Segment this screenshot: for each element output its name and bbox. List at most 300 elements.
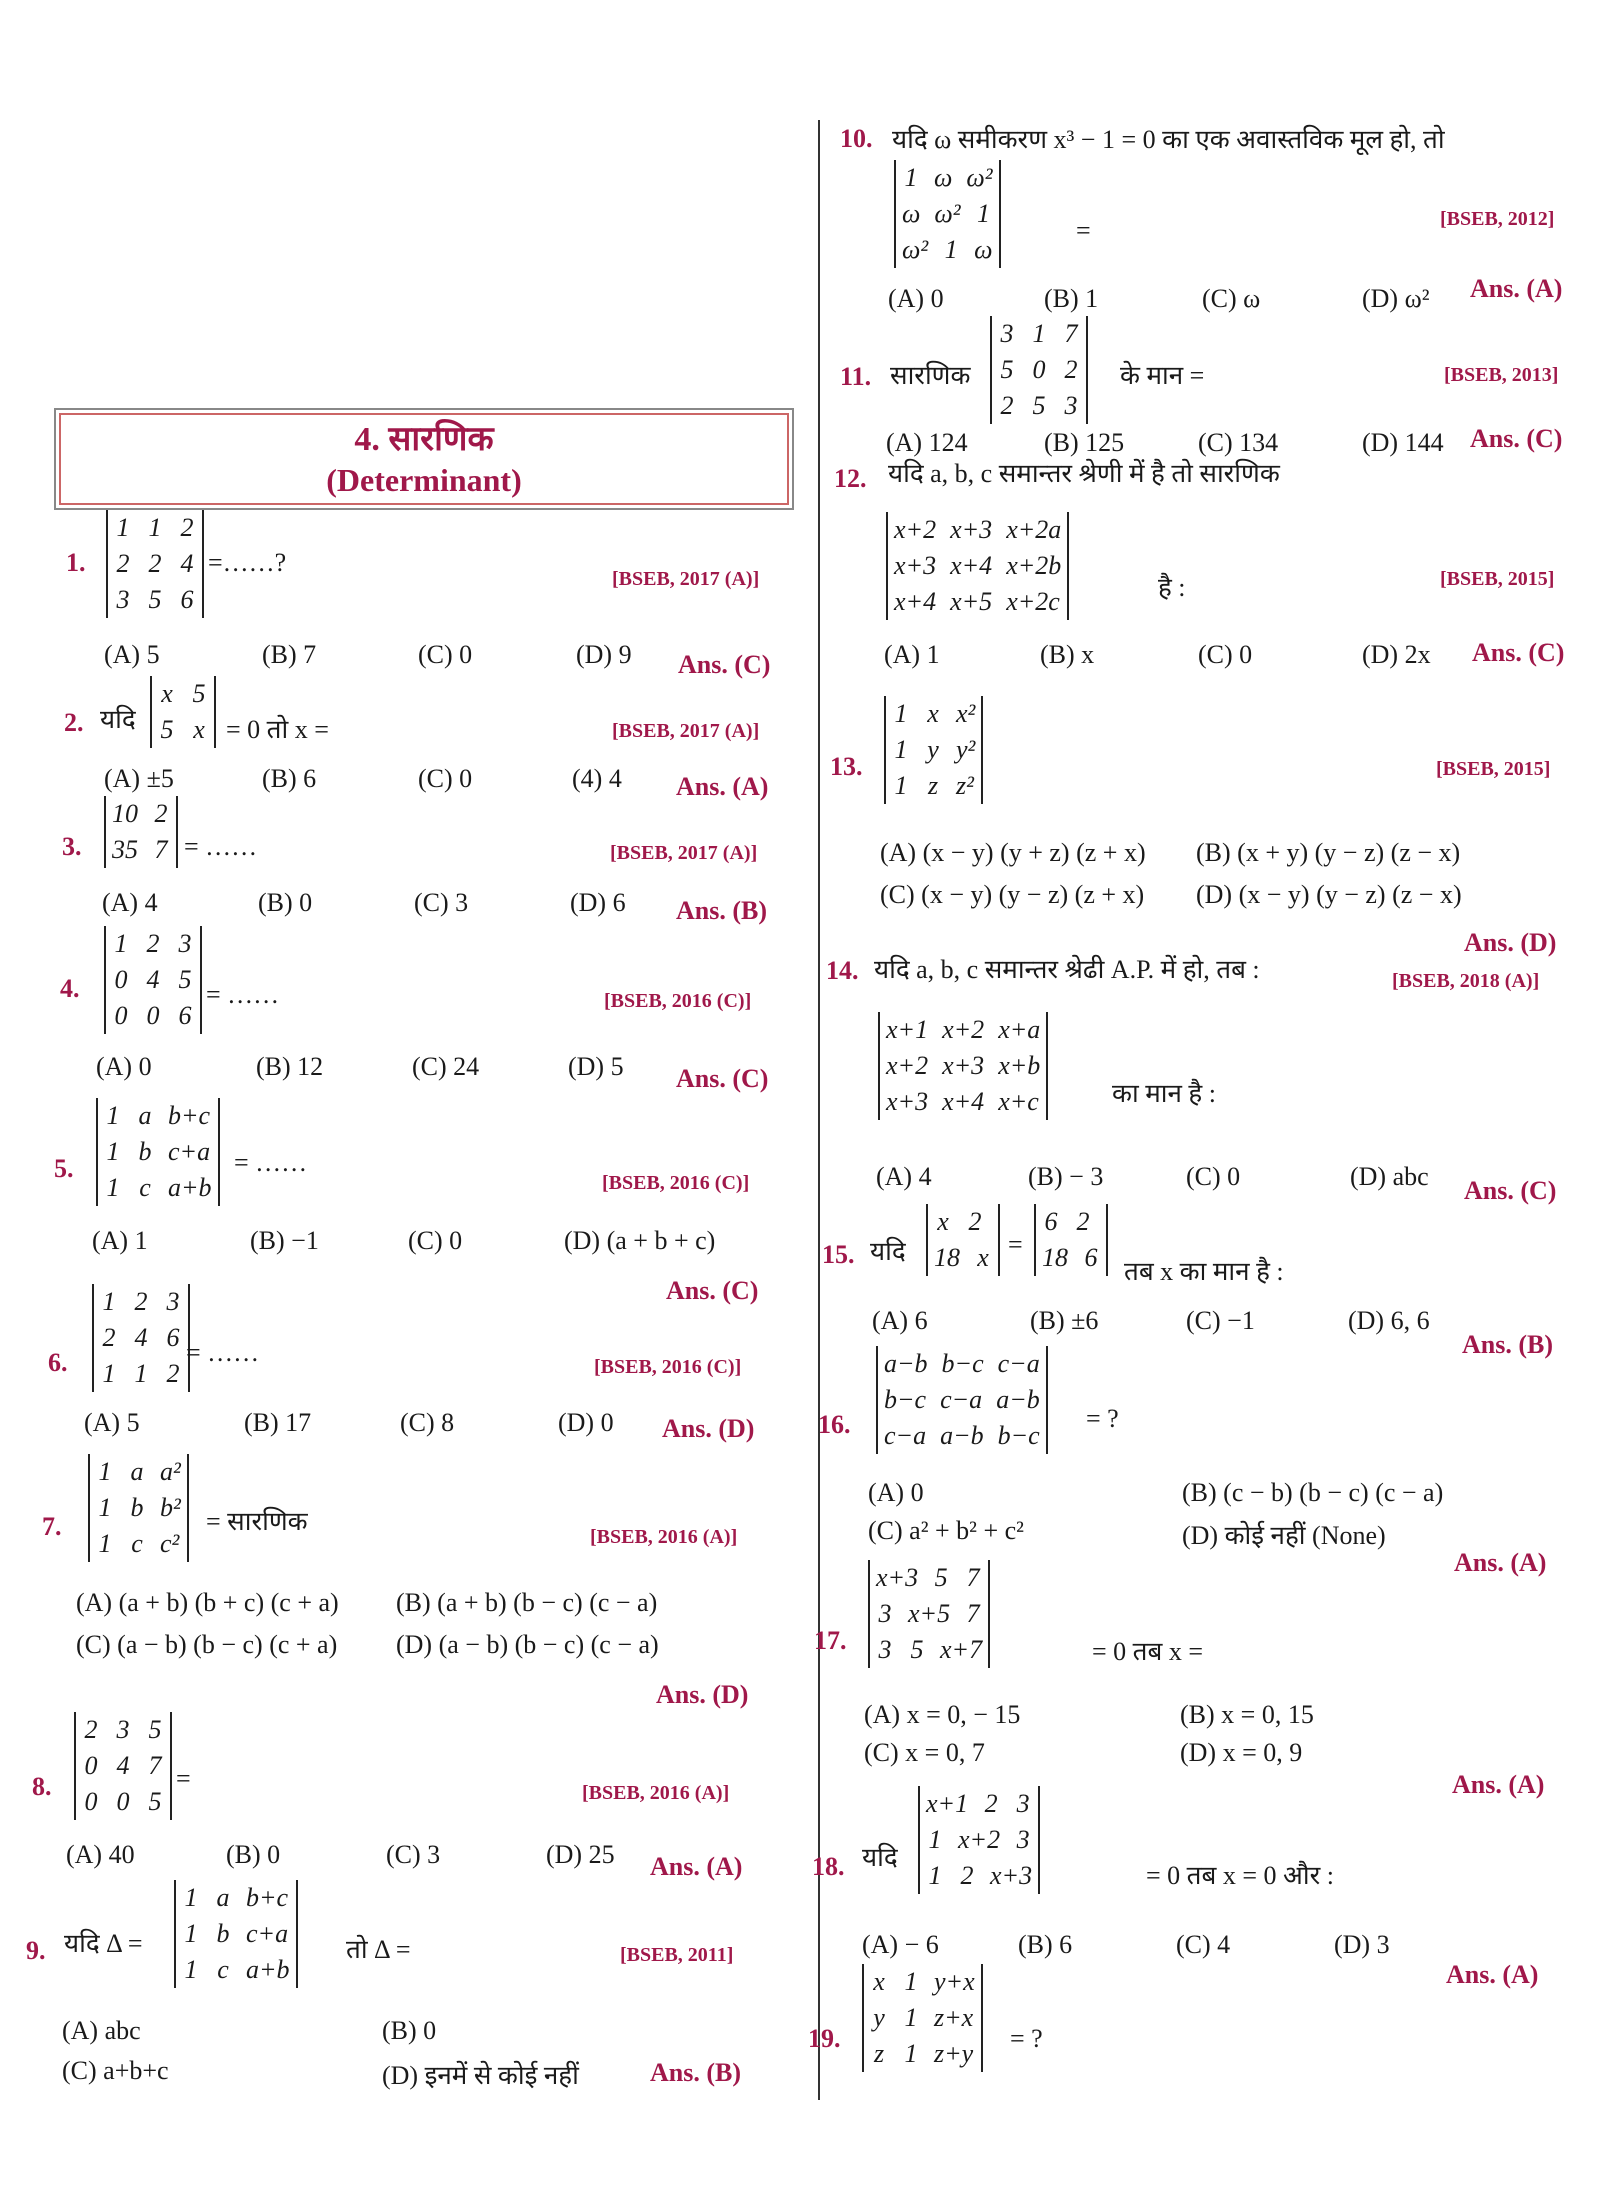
- option: (D) abc: [1350, 1162, 1429, 1191]
- option: (D) ω²: [1362, 284, 1430, 313]
- question-number: 16.: [818, 1410, 851, 1439]
- determinant-entry: 2: [84, 1715, 98, 1744]
- determinant-entry: x: [161, 679, 173, 708]
- determinant-right: [1034, 1204, 1108, 1276]
- determinant-entry: 6: [178, 1001, 192, 1030]
- determinant-row: [902, 160, 993, 196]
- exam-source: [BSEB, 2013]: [1444, 364, 1559, 386]
- determinant-entry: 1: [102, 1287, 116, 1316]
- determinant-entry: 3: [878, 1599, 892, 1628]
- determinant-entry: 1: [106, 1173, 120, 1202]
- determinant-entry: 0: [84, 1751, 98, 1780]
- option: (C) 0: [1186, 1162, 1241, 1191]
- determinant-entry: x+3: [990, 1861, 1033, 1890]
- question-number: 7.: [42, 1512, 62, 1541]
- option: (A) 4: [876, 1162, 932, 1191]
- determinant-entry: 1: [904, 163, 918, 192]
- option: (C) a+b+c: [62, 2056, 169, 2085]
- determinant-row: [112, 926, 194, 962]
- determinant-row: [96, 1454, 181, 1490]
- determinant-row: [998, 316, 1080, 352]
- question-tail: = 0 तो x =: [226, 715, 329, 744]
- determinant-entry: 5: [148, 1715, 162, 1744]
- exam-source: [BSEB, 2017 (A)]: [610, 842, 758, 864]
- question-number: 2.: [64, 708, 84, 737]
- exam-source: [BSEB, 2012]: [1440, 208, 1555, 230]
- question-tail: =: [1076, 216, 1091, 245]
- determinant: [876, 1346, 1048, 1454]
- determinant-entry: 1: [184, 1955, 198, 1984]
- determinant-row: [82, 1784, 164, 1820]
- determinant-entry: x+5: [950, 587, 993, 616]
- question-tail: = ……: [234, 1148, 308, 1177]
- determinant-entry: 4: [116, 1751, 130, 1780]
- determinant-entry: b−c: [884, 1385, 927, 1414]
- exam-source: [BSEB, 2018 (A)]: [1392, 970, 1540, 992]
- answer-key: Ans. (A): [1446, 1960, 1539, 1989]
- determinant-entry: 2: [960, 1861, 974, 1890]
- option: (A) ±5: [104, 764, 174, 793]
- determinant-entry: 4: [134, 1323, 148, 1352]
- determinant-entry: 2: [166, 1359, 180, 1388]
- determinant-entry: c+a: [168, 1137, 211, 1166]
- determinant-row: [104, 1098, 212, 1134]
- exam-source: [BSEB, 2016 (A)]: [582, 1782, 730, 1804]
- chapter-heading: [54, 408, 794, 510]
- chapter-subtitle: (Determinant): [326, 462, 522, 498]
- determinant: [96, 1098, 220, 1206]
- determinant-entry: 2: [968, 1207, 982, 1236]
- determinant-entry: 1: [184, 1883, 198, 1912]
- determinant-entry: 1: [114, 929, 128, 958]
- determinant-entry: x+2a: [1006, 515, 1062, 544]
- determinant-row: [96, 1526, 181, 1562]
- determinant-entry: 3: [116, 1715, 130, 1744]
- determinant-entry: 5: [192, 679, 206, 708]
- determinant-entry: z+y: [934, 2039, 974, 2068]
- option: (D) 6: [570, 888, 626, 917]
- determinant-entry: 2: [146, 929, 160, 958]
- option: (B) 0: [258, 888, 313, 917]
- determinant-row: [1042, 1204, 1100, 1240]
- determinant-entry: 3: [1016, 1789, 1030, 1818]
- determinant-row: [886, 1012, 1040, 1048]
- determinant-row: [892, 696, 975, 732]
- determinant-entry: 6: [1044, 1207, 1058, 1236]
- option: (C) 3: [414, 888, 469, 917]
- determinant-entry: 4: [146, 965, 160, 994]
- determinant-row: [998, 388, 1080, 424]
- option: (A) 1: [92, 1226, 148, 1255]
- option: (D) 0: [558, 1408, 614, 1437]
- question-tail: है :: [1158, 573, 1186, 602]
- determinant-entry: z: [873, 2039, 885, 2068]
- determinant-row: [998, 352, 1080, 388]
- option: (C) 0: [408, 1226, 463, 1255]
- determinant-entry: x: [193, 715, 205, 744]
- determinant-entry: c: [131, 1529, 143, 1558]
- option: (B) 0: [226, 1840, 281, 1869]
- determinant-row: [870, 1964, 975, 2000]
- option: (C) 24: [412, 1052, 480, 1081]
- determinant-entry: 10: [112, 799, 138, 828]
- question-tail: =: [176, 1764, 191, 1793]
- determinant-row: [112, 962, 194, 998]
- question-tail: तब x का मान है :: [1124, 1257, 1284, 1286]
- determinant-entry: 5: [148, 585, 162, 614]
- determinant-entry: a−b: [996, 1385, 1040, 1414]
- determinant: [918, 1786, 1040, 1894]
- determinant-entry: x+3: [950, 515, 993, 544]
- determinant: [88, 1454, 189, 1562]
- question-text: यदि a, b, c समान्तर श्रेढी A.P. में हो, तब :: [874, 955, 1260, 984]
- determinant-entry: x+3: [894, 551, 937, 580]
- determinant-entry: a: [216, 1883, 230, 1912]
- option: (D) 5: [568, 1052, 624, 1081]
- determinant-entry: 2: [1064, 355, 1078, 384]
- option: (D) 9: [576, 640, 632, 669]
- option: (A) abc: [62, 2016, 141, 2045]
- option: (A) 0: [888, 284, 944, 313]
- option: (C) ω: [1202, 284, 1261, 313]
- question-tail: = ……: [184, 832, 258, 861]
- determinant-entry: 7: [1064, 319, 1078, 348]
- determinant-entry: 0: [1032, 355, 1046, 384]
- determinant-row: [902, 196, 993, 232]
- determinant-row: [876, 1632, 982, 1668]
- determinant-entry: 1: [904, 2039, 918, 2068]
- question-text: यदि ω समीकरण x³ − 1 = 0 का एक अवास्तविक मूल हो, तो: [892, 125, 1445, 154]
- question-prefix: यदि: [862, 1843, 898, 1872]
- determinant-entry: y: [873, 2003, 885, 2032]
- determinant: [862, 1964, 983, 2072]
- answer-key: Ans. (C): [1464, 1176, 1557, 1205]
- determinant-entry: c: [139, 1173, 151, 1202]
- determinant-row: [104, 1170, 212, 1206]
- question-tail: = सारणिक: [206, 1507, 308, 1536]
- determinant-entry: 5: [178, 965, 192, 994]
- determinant-entry: b: [216, 1919, 230, 1948]
- question-number: 15.: [822, 1240, 855, 1269]
- option: (C) 0: [1198, 640, 1253, 669]
- option: (B) x: [1040, 640, 1095, 669]
- determinant-entry: ω²: [902, 235, 929, 264]
- determinant-entry: 0: [114, 965, 128, 994]
- determinant-entry: 3: [1064, 391, 1078, 420]
- determinant-row: [870, 2036, 975, 2072]
- determinant-entry: x+2: [942, 1015, 985, 1044]
- determinant-entry: 1: [944, 235, 958, 264]
- question-tail: = ……: [186, 1338, 260, 1367]
- determinant-entry: 2: [1000, 391, 1014, 420]
- determinant-entry: 2: [1076, 1207, 1090, 1236]
- question-number: 11.: [840, 362, 872, 391]
- determinant: [926, 1204, 1000, 1276]
- option: (B) (a + b) (b − c) (c − a): [396, 1588, 658, 1617]
- determinant-entry: x+5: [908, 1599, 951, 1628]
- determinant-entry: x+c: [998, 1087, 1039, 1116]
- determinant: [886, 512, 1069, 620]
- determinant-entry: b+c: [168, 1101, 211, 1130]
- option: (C) (a − b) (b − c) (c + a): [76, 1630, 338, 1659]
- exam-source: [BSEB, 2015]: [1436, 758, 1551, 780]
- determinant-entry: 3: [878, 1635, 892, 1664]
- determinant-entry: b−c: [997, 1421, 1040, 1450]
- option: (4) 4: [572, 764, 622, 793]
- question-prefix: यदि Δ =: [64, 1929, 143, 1958]
- option: (D) कोई नहीं (None): [1182, 1521, 1386, 1550]
- option: (B) x = 0, 15: [1180, 1700, 1314, 1729]
- determinant-entry: 5: [934, 1563, 948, 1592]
- option: (A) 5: [104, 640, 160, 669]
- option: (B) 6: [262, 764, 317, 793]
- determinant-row: [82, 1712, 164, 1748]
- determinant-entry: a: [138, 1101, 152, 1130]
- option: (A) 124: [886, 428, 968, 457]
- determinant-entry: 1: [928, 1825, 942, 1854]
- determinant-entry: 18: [934, 1243, 960, 1272]
- determinant-entry: x+4: [950, 551, 993, 580]
- option: (C) 0: [418, 640, 473, 669]
- determinant-entry: c²: [160, 1529, 180, 1558]
- determinant-entry: 5: [910, 1635, 924, 1664]
- determinant-entry: x+4: [894, 587, 937, 616]
- determinant-row: [894, 548, 1061, 584]
- determinant: [150, 676, 216, 748]
- determinant: [894, 160, 1001, 268]
- exam-source: [BSEB, 2011]: [620, 1944, 734, 1966]
- determinant-row: [114, 582, 196, 618]
- determinant-entry: ω²: [966, 163, 993, 192]
- question-number: 17.: [814, 1626, 847, 1655]
- determinant: [74, 1712, 172, 1820]
- answer-key: Ans. (D): [1464, 928, 1557, 957]
- option: (B) 17: [244, 1408, 312, 1437]
- determinant-entry: x+1: [926, 1789, 969, 1818]
- determinant-entry: z+x: [934, 2003, 974, 2032]
- determinant-entry: 1: [106, 1101, 120, 1130]
- option: (D) (a + b + c): [564, 1226, 716, 1255]
- option: (C) 0: [418, 764, 473, 793]
- determinant-entry: 2: [134, 1287, 148, 1316]
- option: (D) 25: [546, 1840, 615, 1869]
- determinant-entry: 1: [894, 699, 908, 728]
- determinant-entry: c−a: [884, 1421, 927, 1450]
- determinant-row: [892, 732, 975, 768]
- question-tail: = 0 तब x =: [1092, 1637, 1203, 1666]
- determinant-entry: 3: [166, 1287, 180, 1316]
- determinant-row: [902, 232, 993, 268]
- determinant-entry: 0: [114, 1001, 128, 1030]
- option: (B) 12: [256, 1052, 324, 1081]
- determinant-entry: 6: [180, 585, 194, 614]
- exam-source: [BSEB, 2016 (C)]: [594, 1356, 742, 1378]
- determinant-row: [926, 1822, 1032, 1858]
- determinant-entry: a+b: [168, 1173, 212, 1202]
- option: (B) −1: [250, 1226, 319, 1255]
- determinant-entry: x+3: [876, 1563, 919, 1592]
- determinant-entry: x+3: [886, 1087, 929, 1116]
- option: (B) ±6: [1030, 1306, 1099, 1335]
- determinant-entry: x: [977, 1243, 989, 1272]
- answer-key: Ans. (A): [1454, 1548, 1547, 1577]
- determinant: [92, 1284, 190, 1392]
- question-tail: के मान =: [1120, 361, 1205, 390]
- determinant-entry: 7: [966, 1599, 980, 1628]
- determinant-entry: 1: [102, 1359, 116, 1388]
- option: (A) 0: [96, 1052, 152, 1081]
- option: (B) (c − b) (b − c) (c − a): [1182, 1478, 1444, 1507]
- determinant: [878, 1012, 1048, 1120]
- determinant-entry: 1: [184, 1919, 198, 1948]
- question-tail: = ?: [1010, 2024, 1043, 2053]
- determinant-row: [100, 1284, 182, 1320]
- answer-key: Ans. (B): [1462, 1330, 1554, 1359]
- option: (A) 6: [872, 1306, 928, 1335]
- determinant-entry: 2: [148, 549, 162, 578]
- answer-key: Ans. (A): [1452, 1770, 1545, 1799]
- determinant-entry: 5: [160, 715, 174, 744]
- determinant-entry: 35: [112, 835, 138, 864]
- determinant-entry: 3: [1000, 319, 1014, 348]
- determinant-entry: x+2c: [1006, 587, 1060, 616]
- option: (D) (x − y) (y − z) (z − x): [1196, 880, 1462, 909]
- exam-source: [BSEB, 2016 (C)]: [604, 990, 752, 1012]
- determinant-entry: 3: [116, 585, 130, 614]
- question-tail: का मान है :: [1112, 1079, 1216, 1108]
- option: (C) a² + b² + c²: [868, 1516, 1024, 1545]
- determinant-entry: x+2: [958, 1825, 1001, 1854]
- exam-source: [BSEB, 2016 (C)]: [602, 1172, 750, 1194]
- answer-key: Ans. (B): [650, 2058, 742, 2087]
- determinant-entry: 1: [904, 2003, 918, 2032]
- option: (D) (a − b) (b − c) (c − a): [396, 1630, 659, 1659]
- option: (B) 125: [1044, 428, 1125, 457]
- question-number: 4.: [60, 974, 80, 1003]
- determinant-entry: 5: [1032, 391, 1046, 420]
- question-tail: = ?: [1086, 1404, 1119, 1433]
- determinant-entry: 1: [98, 1457, 112, 1486]
- option: (C) x = 0, 7: [864, 1738, 985, 1767]
- option: (D) 2x: [1362, 640, 1431, 669]
- question-tail: = 0 तब x = 0 और :: [1146, 1861, 1334, 1890]
- determinant-row: [114, 546, 196, 582]
- determinant-entry: 18: [1042, 1243, 1068, 1272]
- determinant-entry: 5: [1000, 355, 1014, 384]
- determinant: [104, 926, 202, 1034]
- exam-source: [BSEB, 2016 (A)]: [590, 1526, 738, 1548]
- determinant-entry: y: [927, 735, 939, 764]
- determinant-entry: a: [130, 1457, 144, 1486]
- determinant-entry: x: [937, 1207, 949, 1236]
- determinant-row: [894, 584, 1061, 620]
- option: (A) 1: [884, 640, 940, 669]
- determinant-entry: 1: [106, 1137, 120, 1166]
- determinant-row: [884, 1382, 1040, 1418]
- question-number: 8.: [32, 1772, 52, 1801]
- determinant-entry: 6: [166, 1323, 180, 1352]
- determinant-row: [96, 1490, 181, 1526]
- determinant-row: [934, 1204, 992, 1240]
- determinant-entry: 7: [148, 1751, 162, 1780]
- determinant-entry: 1: [98, 1529, 112, 1558]
- question-number: 9.: [26, 1936, 46, 1965]
- determinant-entry: c+a: [246, 1919, 289, 1948]
- option: (C) (x − y) (y − z) (z + x): [880, 880, 1145, 909]
- determinant-entry: x+3: [942, 1051, 985, 1080]
- determinant: [868, 1560, 990, 1668]
- determinant-entry: 6: [1084, 1243, 1098, 1272]
- determinant-row: [1042, 1240, 1100, 1276]
- determinant-entry: b+c: [246, 1883, 289, 1912]
- determinant-entry: c−a: [940, 1385, 983, 1414]
- determinant: [884, 696, 983, 804]
- question-number: 1.: [66, 548, 86, 577]
- determinant-entry: 4: [180, 549, 194, 578]
- option: (A) − 6: [862, 1930, 939, 1959]
- determinant: [990, 316, 1088, 424]
- option: (C) 3: [386, 1840, 441, 1869]
- question-number: 5.: [54, 1154, 74, 1183]
- question-text: यदि a, b, c समान्तर श्रेणी में है तो सारणिक: [888, 459, 1280, 488]
- option: (A) 0: [868, 1478, 924, 1507]
- determinant-entry: 1: [98, 1493, 112, 1522]
- determinant-row: [82, 1748, 164, 1784]
- question-tail: = ……: [206, 980, 280, 1009]
- question-number: 10.: [840, 124, 873, 153]
- determinant-entry: x+a: [998, 1015, 1041, 1044]
- option: (A) 40: [66, 1840, 135, 1869]
- determinant-entry: ω: [974, 235, 993, 264]
- option: (B) 1: [1044, 284, 1099, 313]
- determinant-row: [112, 796, 170, 832]
- option: (B) − 3: [1028, 1162, 1104, 1191]
- determinant-entry: 2: [102, 1323, 116, 1352]
- question-number: 3.: [62, 832, 82, 861]
- question-prefix: यदि: [870, 1237, 906, 1266]
- determinant-entry: 3: [1016, 1825, 1030, 1854]
- determinant-row: [182, 1952, 290, 1988]
- question-prefix: सारणिक: [890, 361, 971, 390]
- determinant-entry: x+2: [894, 515, 937, 544]
- determinant-entry: 1: [977, 199, 991, 228]
- question-number: 14.: [826, 956, 859, 985]
- question-number: 19.: [808, 2024, 841, 2053]
- determinant-row: [934, 1240, 992, 1276]
- option: (A) 4: [102, 888, 158, 917]
- determinant-row: [158, 676, 208, 712]
- determinant-row: [100, 1356, 182, 1392]
- determinant: [104, 796, 178, 868]
- determinant-entry: 5: [148, 1787, 162, 1816]
- option: (C) −1: [1186, 1306, 1255, 1335]
- question-number: 12.: [834, 464, 867, 493]
- determinant-entry: x: [927, 699, 939, 728]
- determinant-entry: c: [217, 1955, 229, 1984]
- answer-key: Ans. (D): [662, 1414, 755, 1443]
- option: (C) 134: [1198, 428, 1279, 457]
- determinant-row: [182, 1916, 290, 1952]
- determinant-entry: 2: [180, 513, 194, 542]
- determinant-entry: 0: [116, 1787, 130, 1816]
- determinant-entry: b²: [160, 1493, 181, 1522]
- determinant-row: [886, 1048, 1040, 1084]
- determinant-entry: z²: [956, 771, 974, 800]
- determinant-entry: 1: [928, 1861, 942, 1890]
- determinant-entry: x: [873, 1967, 885, 1996]
- answer-key: Ans. (D): [656, 1680, 749, 1709]
- determinant-entry: 1: [116, 513, 130, 542]
